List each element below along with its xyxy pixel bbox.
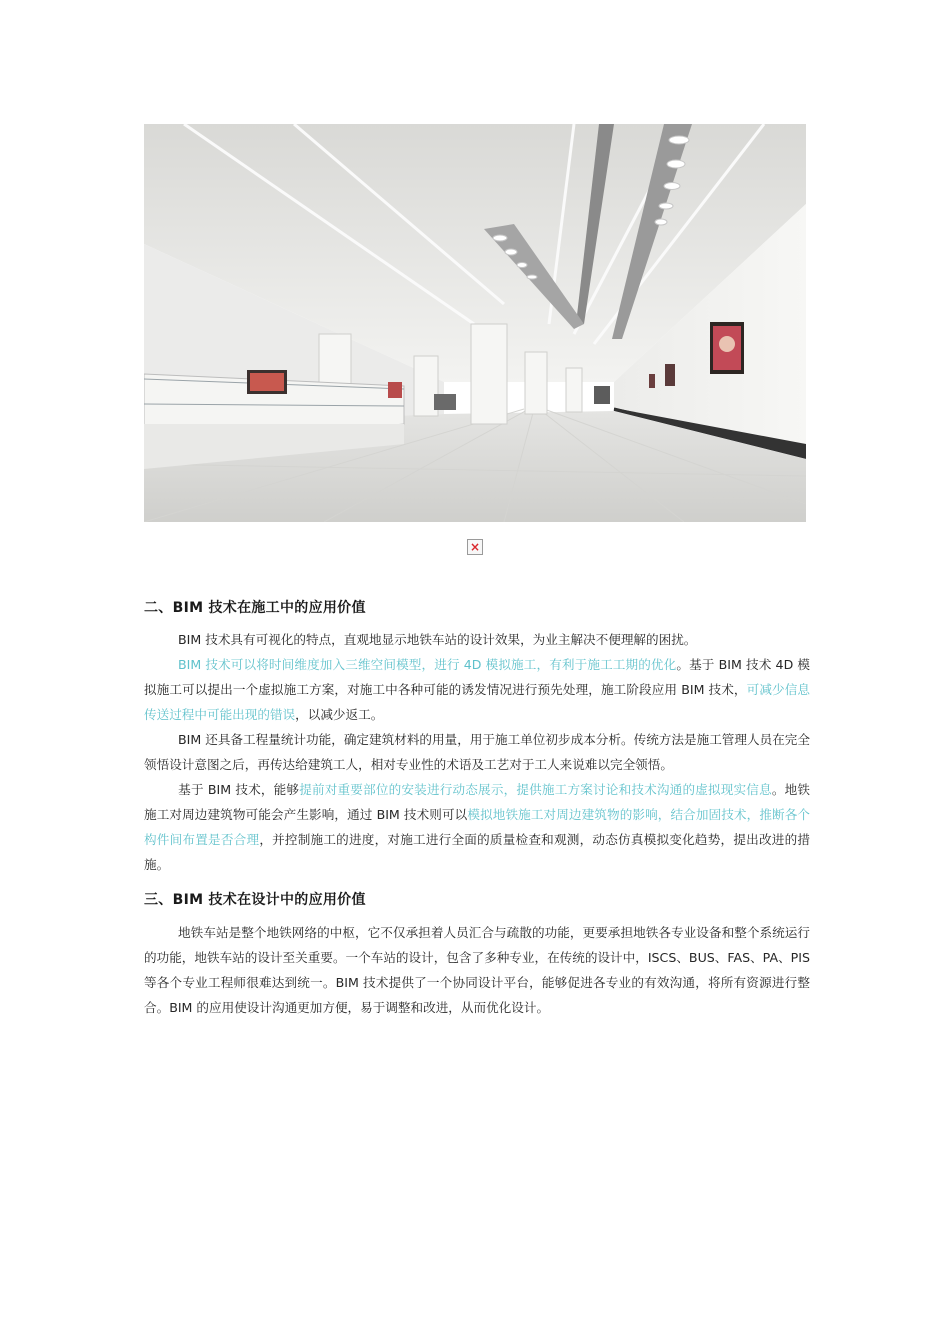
paragraph-text: BIM 技术具有可视化的特点，直观地显示地铁车站的设计效果，为业主解决不便理解的困扰。 [178,632,697,647]
highlighted-text: 提前对重要部位的安装进行动态展示，提供施工方案讨论和技术沟通的虚拟现实信息 [299,782,772,797]
section-2-paragraph-2 [144,652,810,727]
paragraph-text: BIM 还具备工程量统计功能，确定建筑材料的用量，用于施工单位初步成本分析。传统方法是施工管理人员在完全领悟设计意图之后，再传达给建筑工人，相对专业性的术语及工艺对于工人来说难以完全领悟。 [144,732,810,772]
paragraph-text: 地铁车站是整个地铁网络的中枢，它不仅承担着人员汇合与疏散的功能，更要承担地铁各专业设备和整个系统运行的功能，地铁车站的设计至关重要。一个车站的设计，包含了多种专业，在传统的设计中，ISCS、BUS、FAS、PA、PIS 等各个专业工程师很难达到统一。BIM 技术提供了一个协同设计平台，能够促进各专业的有效沟通，将所有资源进行整合。BIM 的应用使设计沟通更加方便，易于调整和改进，从而优化设计。 [144,925,810,1015]
highlighted-text: 模拟地铁施工对周边建筑物的影响，结合加固技术，推断各个构件间布置是否合理 [144,807,810,847]
broken-image-icon: × [467,539,483,555]
highlighted-text: 可减少信息传送过程中可能出现的错误 [144,682,810,722]
subway-station-rendering [144,124,806,522]
section-2-paragraph-4 [144,777,810,877]
section-3-paragraph-1 [144,920,810,1020]
paragraph-text: ，以减少返工。 [295,707,384,722]
paragraph-text: ，并控制施工的进度，对施工进行全面的质量检查和观测，动态仿真模拟变化趋势，提出改进的措施。 [144,832,811,872]
paragraph-text: 基于 BIM 技术，能够 [178,782,300,797]
highlighted-text: BIM 技术可以将时间维度加入三维空间模型，进行 4D 模拟施工，有利于施工工期的优化 [178,657,677,672]
section-2-heading: 二、BIM 技术在施工中的应用价值 [144,600,366,616]
paragraph-text: 。地铁施工对周边建筑物可能会产生影响，通过 BIM 技术则可以 [144,782,811,822]
section-2-paragraph-3 [144,727,810,777]
section-2-paragraph-1 [144,627,810,652]
paragraph-text: 。基于 BIM 技术 4D 模拟施工可以提出一个虚拟施工方案，对施工中各种可能的诱发情况进行预先处理，施工阶段应用 BIM 技术， [144,657,810,697]
section-3-heading: 三、BIM 技术在设计中的应用价值 [144,892,366,908]
